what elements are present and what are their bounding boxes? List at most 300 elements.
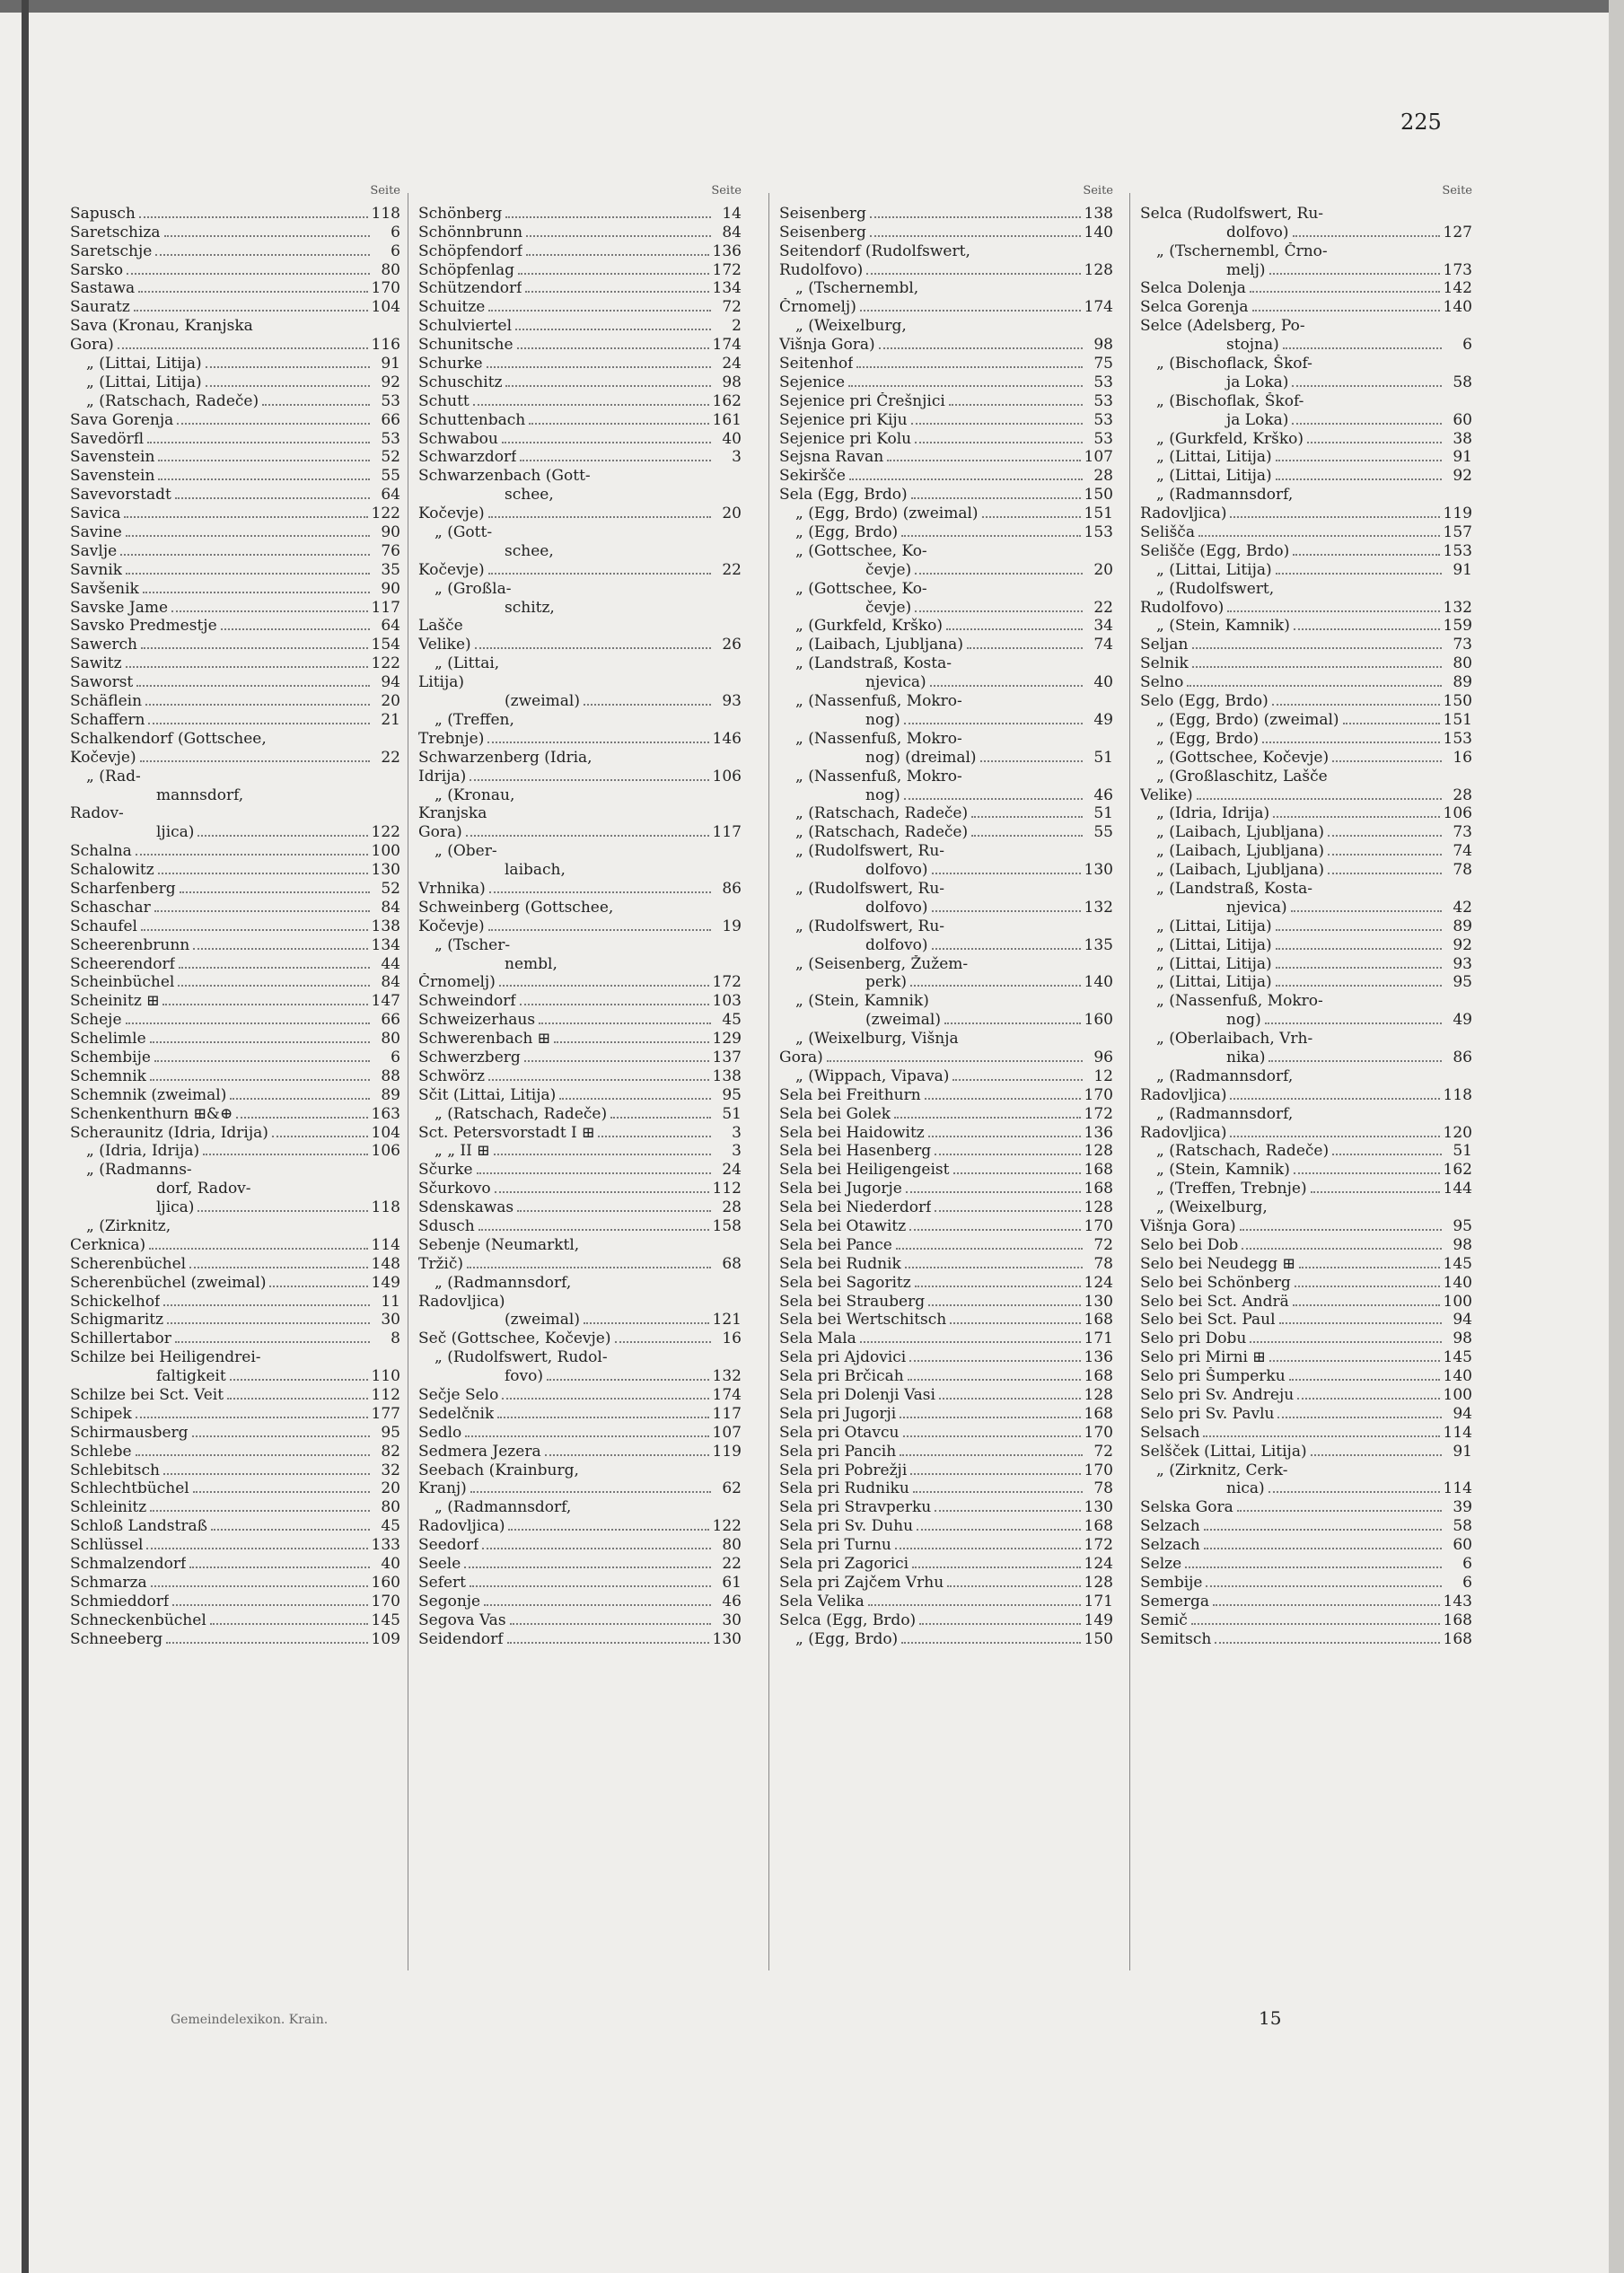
entry-name: Schmieddorf [70,1592,170,1610]
leader-dots [1185,1567,1442,1568]
entry-page: 92 [381,373,400,391]
index-entry [418,785,742,804]
index-entry [418,822,742,841]
entry-page: 100 [1443,1386,1472,1404]
entry-page: 89 [381,1085,400,1104]
index-entry [779,279,1113,298]
entry-name: Selo pri Dobu [1140,1330,1247,1348]
entry-name: Selca (Egg, Brdo) [779,1610,917,1629]
index-entry [779,1329,1113,1347]
index-entry [418,204,742,223]
index-entry [1140,1198,1472,1216]
entry-name: „ (Gottschee, Ko- [795,541,927,560]
index-entry [70,691,400,710]
entry-page: 168 [1443,1629,1472,1648]
index-entry [70,785,400,804]
entry-page: 38 [1453,429,1472,448]
index-entry [1140,935,1472,954]
entry-name: Selšček (Littai, Litija) [1140,1442,1307,1461]
index-entry [779,917,1113,935]
entry-page: 106 [712,767,742,785]
entry-page: 98 [722,373,742,391]
entry-name: Sela bei Niederdorf [779,1198,932,1217]
leader-dots [126,1022,370,1024]
seite-header: Seite [711,184,742,197]
entry-name: Selo pri Mirni ⊞ [1140,1348,1266,1367]
index-entry [779,1423,1113,1442]
entry-page: 60 [1453,1536,1472,1555]
index-entry [1140,1366,1472,1385]
leader-dots [913,1491,1083,1493]
index-entry [779,1385,1113,1404]
entry-page: 14 [722,204,742,223]
index-entry [70,1497,400,1516]
entry-page: 74 [1093,636,1113,654]
index-entry [70,748,400,767]
index-entry [1140,1048,1472,1066]
entry-page: 40 [722,429,742,448]
leader-dots [526,254,708,256]
entry-name: „ (Laibach, Ljubljana) [1156,823,1324,842]
index-entry [1140,560,1472,579]
entry-page: 127 [1443,223,1472,241]
index-entry [779,1592,1113,1610]
entry-page: 112 [371,1386,400,1404]
leader-dots [487,366,711,368]
entry-name: „ (Egg, Brdo) (zweimal) [1156,710,1339,729]
index-entry [70,1010,400,1029]
index-entry [418,1216,742,1235]
entry-name: (zweimal) [865,1011,941,1030]
entry-name: Schuttenbach [418,410,526,429]
leader-dots [470,779,708,781]
leader-dots [477,1172,711,1174]
leader-dots [915,1286,1081,1287]
entry-name: Semitsch [1140,1629,1212,1648]
leader-dots [894,1117,1080,1119]
index-entry [779,1366,1113,1385]
index-entry [418,391,742,410]
index-entry [1140,223,1472,241]
entry-page: 177 [371,1404,400,1423]
leader-dots [932,873,1081,874]
seite-header: Seite [1442,184,1472,197]
entry-page: 80 [381,1498,400,1517]
leader-dots [192,1435,370,1437]
entry-page: 20 [381,1479,400,1498]
entry-name: Sela Mala [779,1330,856,1348]
entry-name: Schöpfendorf [418,241,523,260]
index-entry [418,373,742,391]
entry-name: Seisenberg [779,223,866,241]
leader-dots [1332,760,1442,762]
index-entry [418,748,742,767]
entry-name: Sela bei Sagoritz [779,1273,911,1292]
entry-name: „ (Großla- [435,579,512,598]
index-entry [1140,466,1472,485]
entry-page: 78 [1093,1254,1113,1273]
leader-dots [475,647,711,649]
index-entry [1140,1066,1472,1085]
leader-dots [584,1322,709,1324]
entry-page: 136 [1084,1348,1113,1367]
entry-page: 20 [1093,560,1113,579]
entry-name: njevica) [865,673,926,692]
entry-name: „ (Treffen, Trebnje) [1156,1180,1307,1198]
leader-dots [488,1079,709,1081]
entry-page: 62 [722,1479,742,1498]
entry-name: Radovljica) [1140,505,1227,523]
index-entry [418,1273,742,1292]
entry-name: „ (Großlaschitz, Lašče [1156,767,1328,785]
entry-page: 72 [1093,1442,1113,1461]
entry-page: 72 [1093,1235,1113,1254]
entry-name: Radovljica) [1140,1123,1227,1142]
index-entry [418,1385,742,1404]
index-entry [1140,485,1472,504]
index-entry [70,1085,400,1104]
leader-dots [210,1623,368,1625]
index-entry [70,541,400,560]
index-entry [779,860,1113,879]
index-entry [779,1554,1113,1573]
index-entry [1140,1254,1472,1273]
entry-page: 88 [381,1066,400,1085]
leader-dots [1276,948,1442,950]
entry-name: Seedorf [418,1536,479,1555]
entry-name: Sela pri Stravperku [779,1498,932,1517]
entry-page: 6 [1462,1573,1472,1592]
entry-name: Sapusch [70,204,136,223]
leader-dots [164,235,370,237]
leader-dots [827,1060,1083,1062]
leader-dots [478,1229,709,1231]
leader-dots [870,235,1081,237]
entry-name: „ (Weixelburg, [795,317,907,336]
leader-dots [126,573,370,575]
leader-dots [947,1585,1080,1587]
entry-page: 171 [1084,1592,1113,1610]
leader-dots [952,1079,1083,1081]
entry-name: Schlebitsch [70,1461,160,1479]
entry-page: 68 [722,1254,742,1273]
leader-dots [887,460,1080,461]
entry-page: 24 [722,355,742,373]
leader-dots [175,1341,370,1343]
entry-page: 16 [722,1330,742,1348]
index-entry [418,598,742,617]
index-entry [418,522,742,541]
entry-name: Seitenhof [779,355,854,373]
index-entry [1140,991,1472,1010]
leader-dots [520,1004,709,1005]
index-entry [1140,617,1472,636]
entry-name: Schlechtbüchel [70,1479,189,1498]
entry-name: Sčit (Littai, Litija) [418,1085,557,1104]
entry-name: „ (Littai, Litija) [1156,917,1272,935]
leader-dots [136,854,368,856]
leader-dots [971,816,1083,818]
index-entry [779,1235,1113,1254]
leader-dots [1192,666,1442,668]
index-entry [418,1479,742,1498]
index-entry [779,1198,1113,1216]
index-entry [70,579,400,598]
index-entry [779,297,1113,316]
index-entry [70,560,400,579]
index-entry [1140,1479,1472,1498]
entry-page: 30 [722,1610,742,1629]
leader-dots [163,1473,370,1475]
index-entry [70,1329,400,1347]
index-entry [418,1066,742,1085]
entry-name: Sela pri Otavcu [779,1423,900,1442]
entry-page: 128 [1084,1142,1113,1161]
entry-name: „ (Stein, Kamnik) [1156,1161,1290,1180]
entry-name: Scheinitz ⊞ [70,992,160,1011]
entry-name: „ (Egg, Brdo) [1156,729,1260,748]
leader-dots [1294,1172,1440,1174]
leader-dots [466,835,709,837]
entry-page: 91 [381,355,400,373]
leader-dots [484,1604,711,1606]
index-entry [70,1292,400,1311]
leader-dots [488,516,711,518]
entry-page: 58 [1453,1517,1472,1536]
index-entry [779,672,1113,691]
index-entry [70,522,400,541]
entry-name: Sela pri Turnu [779,1536,891,1555]
entry-name: „ (Zirknitz, Cerk- [1156,1461,1288,1479]
index-entry [779,354,1113,373]
leader-dots [1187,685,1442,687]
entry-page: 94 [381,673,400,692]
leader-dots [932,910,1081,912]
entry-name: Schlebe [70,1442,132,1461]
leader-dots [980,760,1083,762]
index-entry [418,917,742,935]
entry-name: Schmarza [70,1573,147,1592]
entry-page: 117 [712,823,742,842]
index-entry [418,466,742,485]
entry-name: Schlüssel [70,1536,144,1555]
leader-dots [1268,1491,1440,1493]
index-entry [70,822,400,841]
entry-name: schitz, [505,598,555,617]
index-entry [779,1573,1113,1592]
entry-name: dolfovo) [1226,223,1289,241]
index-entry [779,1010,1113,1029]
index-entry [70,485,400,504]
entry-name: Selo bei Sct. Andrä [1140,1292,1289,1311]
entry-name: „ (Egg, Brdo) (zweimal) [795,505,979,523]
entry-name: dolfovo) [865,935,928,954]
leader-dots [919,1623,1080,1625]
index-entry [1140,879,1472,898]
index-entry [1140,410,1472,429]
leader-dots [935,1210,1080,1212]
entry-page: 170 [1084,1085,1113,1104]
entry-name: Selišča [1140,523,1195,542]
entry-name: „ (Littai, Litija) [1156,973,1272,992]
index-entry [70,297,400,316]
entry-name: Sela pri Jugorji [779,1404,897,1423]
entry-page: 174 [1084,298,1113,317]
leader-dots [167,1322,370,1324]
leader-dots [925,1098,1081,1100]
leader-dots [178,985,370,987]
entry-page: 107 [1084,448,1113,467]
entry-name: Črnomelj) [779,298,856,317]
entry-page: 133 [371,1536,400,1555]
entry-name: Selno [1140,673,1184,692]
entry-name: „ (Ratschach, Radeče) [795,823,969,842]
entry-name: „ (Littai, Litija) [1156,935,1272,954]
entry-page: 94 [1453,1311,1472,1330]
index-entry [1140,1329,1472,1347]
entry-name: Kočevje) [418,505,485,523]
leader-dots [944,1022,1081,1024]
leader-dots [148,723,370,724]
entry-name: Schigmaritz [70,1311,164,1330]
leader-dots [928,1136,1081,1137]
index-entry [418,1329,742,1347]
index-entry [70,1198,400,1216]
index-entry [779,1142,1113,1161]
index-entry [70,1610,400,1629]
leader-dots [505,216,711,218]
index-entry [779,410,1113,429]
index-entry [70,710,400,729]
entry-name: Schönberg [418,204,503,223]
entry-name: „ (Gott- [435,523,493,542]
index-entry [418,935,742,954]
entry-page: 3 [732,1142,742,1161]
entry-name: Schillertabor [70,1330,171,1348]
entry-name: Sela bei Jugorje [779,1180,902,1198]
leader-dots [473,404,709,406]
entry-page: 122 [371,823,400,842]
entry-page: 130 [1084,861,1113,880]
entry-page: 174 [712,1386,742,1404]
entry-name: Savske Jame [70,598,169,617]
index-entry [418,504,742,522]
leader-dots [236,1117,367,1119]
entry-name: Sedmera Jezera [418,1442,541,1461]
index-entry [418,1554,742,1573]
leader-dots [610,1117,711,1119]
entry-name: Selca Gorenja [1140,298,1249,317]
entry-page: 107 [712,1423,742,1442]
entry-name: „ (Gurkfeld, Krško) [1156,429,1304,448]
index-entry [779,335,1113,354]
entry-name: Sejenice [779,373,846,391]
index-entry [70,410,400,429]
entry-page: 151 [1443,710,1472,729]
entry-page: 12 [1093,1066,1113,1085]
index-entry [70,354,400,373]
index-entry [70,617,400,636]
leader-dots [499,985,709,987]
entry-page: 128 [1084,260,1113,279]
index-entry [1140,1385,1472,1404]
entry-name: Sela pri Ajdovici [779,1348,907,1367]
entry-name: „ (Laibach, Ljubljana) [1156,861,1324,880]
entry-page: 168 [1084,1404,1113,1423]
leader-dots [911,423,1083,425]
entry-name: Sela bei Otawitz [779,1216,907,1235]
leader-dots [1269,273,1440,275]
leader-dots [139,216,368,218]
entry-name: Sela bei Pance [779,1235,892,1254]
index-entry [418,691,742,710]
index-entry [418,1254,742,1273]
leader-dots [505,385,711,387]
entry-name: Radov- [70,804,124,823]
index-entry [1140,1104,1472,1123]
index-entry [779,1029,1113,1048]
entry-name: schee, [505,486,554,505]
index-entry [418,1029,742,1048]
entry-name: Schaschar [70,898,151,917]
entry-name: Schwarzenberg (Idria, [418,748,593,767]
index-entry [418,1535,742,1554]
entry-name: Scheraunitz (Idria, Idrija) [70,1123,268,1142]
index-entry [70,898,400,917]
index-entry [70,954,400,973]
entry-page: 150 [1084,1629,1113,1648]
leader-dots [896,1248,1083,1250]
leader-dots [935,1510,1080,1512]
entry-page: 100 [1443,1292,1472,1311]
leader-dots [180,891,370,893]
index-entry [418,1010,742,1029]
leader-dots [150,1041,370,1043]
entry-name: „ (Bischoflack, Škof- [1156,355,1312,373]
leader-dots [198,835,367,837]
entry-name: „ (Laibach, Ljubljana) [795,636,963,654]
index-entry [1140,954,1472,973]
entry-page: 150 [1084,486,1113,505]
entry-page: 137 [712,1048,742,1066]
entry-page: 28 [1453,785,1472,804]
entry-page: 53 [1093,429,1113,448]
leader-dots [175,497,370,499]
entry-name: „ (Rudolfswert, Rudol- [435,1348,608,1367]
index-entry [418,710,742,729]
entry-page: 3 [732,1123,742,1142]
leader-dots [900,1417,1080,1418]
entry-page: 110 [371,1367,400,1386]
entry-page: 143 [1443,1592,1472,1610]
index-entry [70,466,400,485]
entry-page: 170 [1084,1423,1113,1442]
entry-name: Sava Gorenja [70,410,174,429]
index-entry [418,560,742,579]
leader-dots [171,610,368,612]
index-entry [779,710,1113,729]
entry-page: 91 [1453,448,1472,467]
leader-dots [146,1548,367,1549]
index-entry [70,672,400,691]
leader-dots [901,1642,1080,1644]
entry-name: Selska Gora [1140,1498,1233,1517]
index-entry [1140,672,1472,691]
entry-name: ja Loka) [1226,373,1289,391]
leader-dots [928,1304,1080,1306]
entry-name: Schalna [70,842,132,861]
entry-name: „ (Stein, Kamnik) [795,992,929,1011]
